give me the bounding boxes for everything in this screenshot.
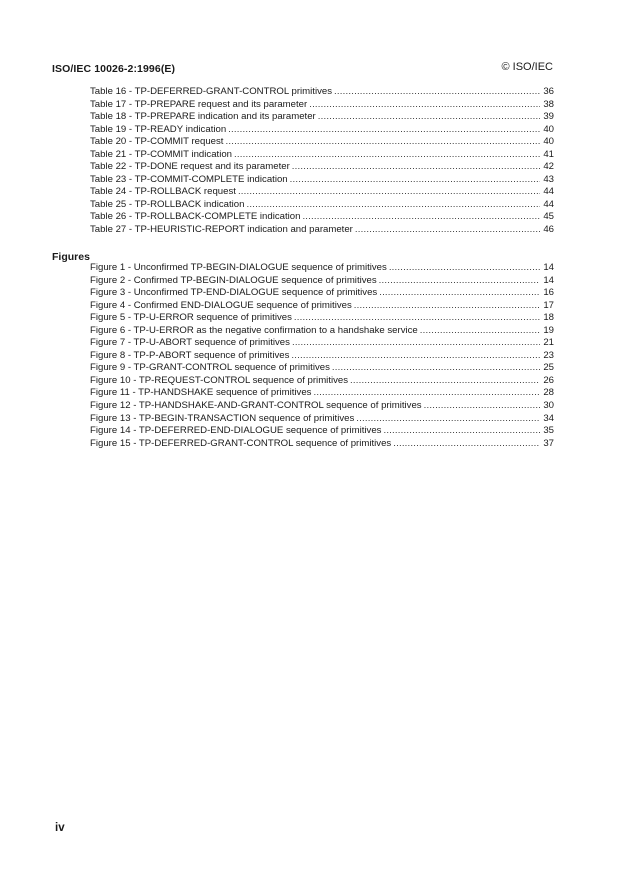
entry-title: Figure 15 - TP-DEFERRED-GRANT-CONTROL sequence of primitives <box>90 437 392 449</box>
entry-page-number: 23 <box>543 349 554 361</box>
entry-title: Table 24 - TP-ROLLBACK request <box>90 186 236 198</box>
entry-title: Figure 1 - Unconfirmed TP-BEGIN-DIALOGUE sequence of primitives <box>90 262 387 273</box>
entry-page-number: 34 <box>543 412 554 424</box>
dot-leader <box>318 111 540 124</box>
figures-list <box>90 262 554 450</box>
entry-page-number: 21 <box>543 337 554 349</box>
table-toc-entry[interactable] <box>90 199 554 212</box>
figure-toc-entry[interactable] <box>90 300 554 313</box>
dot-leader <box>291 350 540 363</box>
entry-page-number: 45 <box>543 211 554 223</box>
figure-toc-entry[interactable] <box>90 387 554 400</box>
tables-list <box>90 86 554 237</box>
figure-toc-entry[interactable] <box>90 275 554 288</box>
entry-title: Table 20 - TP-COMMIT request <box>90 136 224 148</box>
entry-title: Figure 11 - TP-HANDSHAKE sequence of primitives <box>90 387 312 399</box>
entry-title: Table 21 - TP-COMMIT indication <box>90 148 233 160</box>
entry-title: Figure 9 - TP-GRANT-CONTROL sequence of primitives <box>90 362 330 374</box>
entry-title: Figure 12 - TP-HANDSHAKE-AND-GRANT-CONTROL sequence of primitives <box>90 400 422 412</box>
table-toc-entry[interactable] <box>90 211 554 224</box>
dot-leader <box>334 86 540 99</box>
figure-toc-entry[interactable] <box>90 425 554 438</box>
table-toc-entry[interactable] <box>90 86 554 99</box>
dot-leader <box>379 275 540 288</box>
dot-leader <box>393 438 540 451</box>
dot-leader <box>234 149 540 162</box>
dot-leader <box>355 224 540 237</box>
entry-page-number: 14 <box>543 274 554 286</box>
copyright-notice: © ISO/IEC <box>501 61 553 73</box>
dot-leader <box>238 186 540 199</box>
table-toc-entry[interactable] <box>90 124 554 137</box>
dot-leader <box>290 174 540 187</box>
dot-leader <box>332 362 540 375</box>
entry-page-number: 41 <box>543 148 554 160</box>
figure-toc-entry[interactable] <box>90 262 554 275</box>
entry-page-number: 16 <box>543 287 554 299</box>
dot-leader <box>302 211 540 224</box>
entry-title: Figure 2 - Confirmed TP-BEGIN-DIALOGUE sequence of primitives <box>90 274 377 286</box>
entry-page-number: 36 <box>543 86 554 97</box>
entry-page-number: 18 <box>543 312 554 324</box>
entry-title: Figure 3 - Unconfirmed TP-END-DIALOGUE sequence of primitives <box>90 287 378 299</box>
entry-title: Figure 13 - TP-BEGIN-TRANSACTION sequence of primitives <box>90 412 355 424</box>
dot-leader <box>292 161 540 174</box>
entry-title: Figure 5 - TP-U-ERROR sequence of primitives <box>90 312 292 324</box>
entry-title: Table 18 - TP-PREPARE indication and its parameter <box>90 111 316 123</box>
entry-title: Table 22 - TP-DONE request and its parameter <box>90 161 290 173</box>
figure-toc-entry[interactable] <box>90 350 554 363</box>
entry-title: Table 27 - TP-HEURISTIC-REPORT indication and parameter <box>90 224 353 236</box>
table-toc-entry[interactable] <box>90 136 554 149</box>
entry-page-number: 17 <box>543 299 554 311</box>
dot-leader <box>389 262 540 275</box>
entry-page-number: 44 <box>543 186 554 198</box>
entry-page-number: 28 <box>543 387 554 399</box>
entry-title: Figure 14 - TP-DEFERRED-END-DIALOGUE sequence of primitives <box>90 425 382 437</box>
figure-toc-entry[interactable] <box>90 312 554 325</box>
dot-leader <box>313 387 540 400</box>
entry-page-number: 25 <box>543 362 554 374</box>
entry-page-number: 40 <box>543 123 554 135</box>
entry-page-number: 39 <box>543 111 554 123</box>
table-toc-entry[interactable] <box>90 161 554 174</box>
figure-toc-entry[interactable] <box>90 337 554 350</box>
entry-page-number: 40 <box>543 136 554 148</box>
entry-title: Table 26 - TP-ROLLBACK-COMPLETE indication <box>90 211 301 223</box>
entry-title: Table 19 - TP-READY indication <box>90 123 227 135</box>
entry-page-number: 30 <box>543 400 554 412</box>
figure-toc-entry[interactable] <box>90 438 554 451</box>
figure-toc-entry[interactable] <box>90 375 554 388</box>
table-toc-entry[interactable] <box>90 174 554 187</box>
dot-leader <box>424 400 540 413</box>
dot-leader <box>354 300 540 313</box>
dot-leader <box>356 413 540 426</box>
dot-leader <box>246 199 540 212</box>
figures-heading: Figures <box>52 251 90 263</box>
dot-leader <box>383 425 540 438</box>
figure-toc-entry[interactable] <box>90 400 554 413</box>
entry-page-number: 46 <box>543 224 554 236</box>
entry-title: Table 16 - TP-DEFERRED-GRANT-CONTROL primitives <box>90 86 333 97</box>
figure-toc-entry[interactable] <box>90 362 554 375</box>
dot-leader <box>350 375 540 388</box>
document-standard-id: ISO/IEC 10026-2:1996(E) <box>52 63 176 75</box>
table-toc-entry[interactable] <box>90 99 554 112</box>
entry-page-number: 26 <box>543 374 554 386</box>
dot-leader <box>292 337 540 350</box>
entry-page-number: 38 <box>543 98 554 110</box>
dot-leader <box>228 124 540 137</box>
dot-leader <box>225 136 540 149</box>
page-number: iv <box>55 822 65 834</box>
entry-title: Figure 6 - TP-U-ERROR as the negative confirmation to a handshake service <box>90 324 418 336</box>
entry-page-number: 42 <box>543 161 554 173</box>
table-toc-entry[interactable] <box>90 224 554 237</box>
figure-toc-entry[interactable] <box>90 413 554 426</box>
entry-title: Figure 7 - TP-U-ABORT sequence of primitives <box>90 337 290 349</box>
entry-page-number: 35 <box>543 425 554 437</box>
entry-page-number: 37 <box>543 437 554 449</box>
table-toc-entry[interactable] <box>90 149 554 162</box>
entry-title: Figure 10 - TP-REQUEST-CONTROL sequence of primitives <box>90 374 349 386</box>
dot-leader <box>309 99 540 112</box>
table-toc-entry[interactable] <box>90 111 554 124</box>
entry-title: Table 23 - TP-COMMIT-COMPLETE indication <box>90 173 288 185</box>
dot-leader <box>294 312 540 325</box>
entry-page-number: 43 <box>543 173 554 185</box>
entry-page-number: 19 <box>543 324 554 336</box>
dot-leader <box>379 287 540 300</box>
entry-page-number: 14 <box>543 262 554 273</box>
entry-title: Figure 4 - Confirmed END-DIALOGUE sequence of primitives <box>90 299 352 311</box>
figure-toc-entry[interactable] <box>90 287 554 300</box>
dot-leader <box>420 325 540 338</box>
figure-toc-entry[interactable] <box>90 325 554 338</box>
entry-title: Table 17 - TP-PREPARE request and its parameter <box>90 98 308 110</box>
table-toc-entry[interactable] <box>90 186 554 199</box>
entry-title: Table 25 - TP-ROLLBACK indication <box>90 198 245 210</box>
entry-title: Figure 8 - TP-P-ABORT sequence of primitives <box>90 349 290 361</box>
entry-page-number: 44 <box>543 198 554 210</box>
